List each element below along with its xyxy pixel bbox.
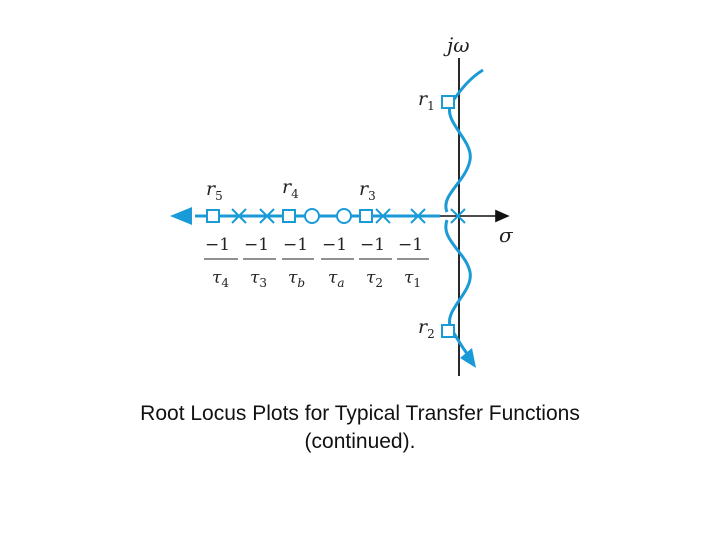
caption-line-1: Root Locus Plots for Typical Transfer Functions (140, 402, 580, 425)
zero-circle-a (337, 209, 351, 223)
caption-line-2: (continued). (304, 430, 416, 453)
svg-text:τb: $\tau_b$ (288, 268, 306, 290)
root-r1-label: $r_1$ (418, 88, 435, 113)
root-r5-marker (207, 210, 219, 222)
svg-text:τ2: $\tau_2$ (366, 268, 384, 290)
svg-text:−1: −1 (205, 235, 231, 255)
zero-circle-b (305, 209, 319, 223)
axis-fraction-a (321, 235, 354, 290)
svg-text:−1: −1 (398, 235, 424, 255)
real-axis-label: σ (499, 223, 513, 247)
axis-fraction-1 (397, 235, 429, 290)
root-r2-marker (442, 325, 454, 337)
root-r3-marker (360, 210, 372, 222)
figure-caption (0, 400, 720, 456)
axis-fraction-2 (359, 235, 392, 290)
svg-text:−1: −1 (360, 235, 386, 255)
root-r2-label: $r_2$ (418, 316, 435, 341)
root-r4-marker (283, 210, 295, 222)
svg-text:τ4: $\tau_4$ (212, 268, 230, 290)
left-arrow-head (170, 207, 192, 225)
root-r5-label: $r_5$ (206, 178, 223, 203)
root-r1-marker (442, 96, 454, 108)
axis-fraction-4 (204, 235, 238, 290)
imaginary-axis-label: jω (447, 33, 470, 57)
svg-text:τa: $\tau_a$ (328, 268, 345, 290)
axis-fraction-3 (243, 235, 276, 290)
root-r4-label: $r_4$ (282, 176, 299, 201)
lower-arrow-head (460, 348, 476, 368)
svg-text:−1: −1 (244, 235, 270, 255)
root-r3-label: $r_3$ (359, 178, 376, 203)
svg-text:−1: −1 (322, 235, 348, 255)
upper-locus-branch (446, 70, 483, 212)
svg-text:τ3: $\tau_3$ (250, 268, 268, 290)
svg-text:−1: −1 (283, 235, 309, 255)
svg-text:τ1: $\tau_1$ (404, 268, 422, 290)
axis-fraction-b (282, 235, 314, 290)
